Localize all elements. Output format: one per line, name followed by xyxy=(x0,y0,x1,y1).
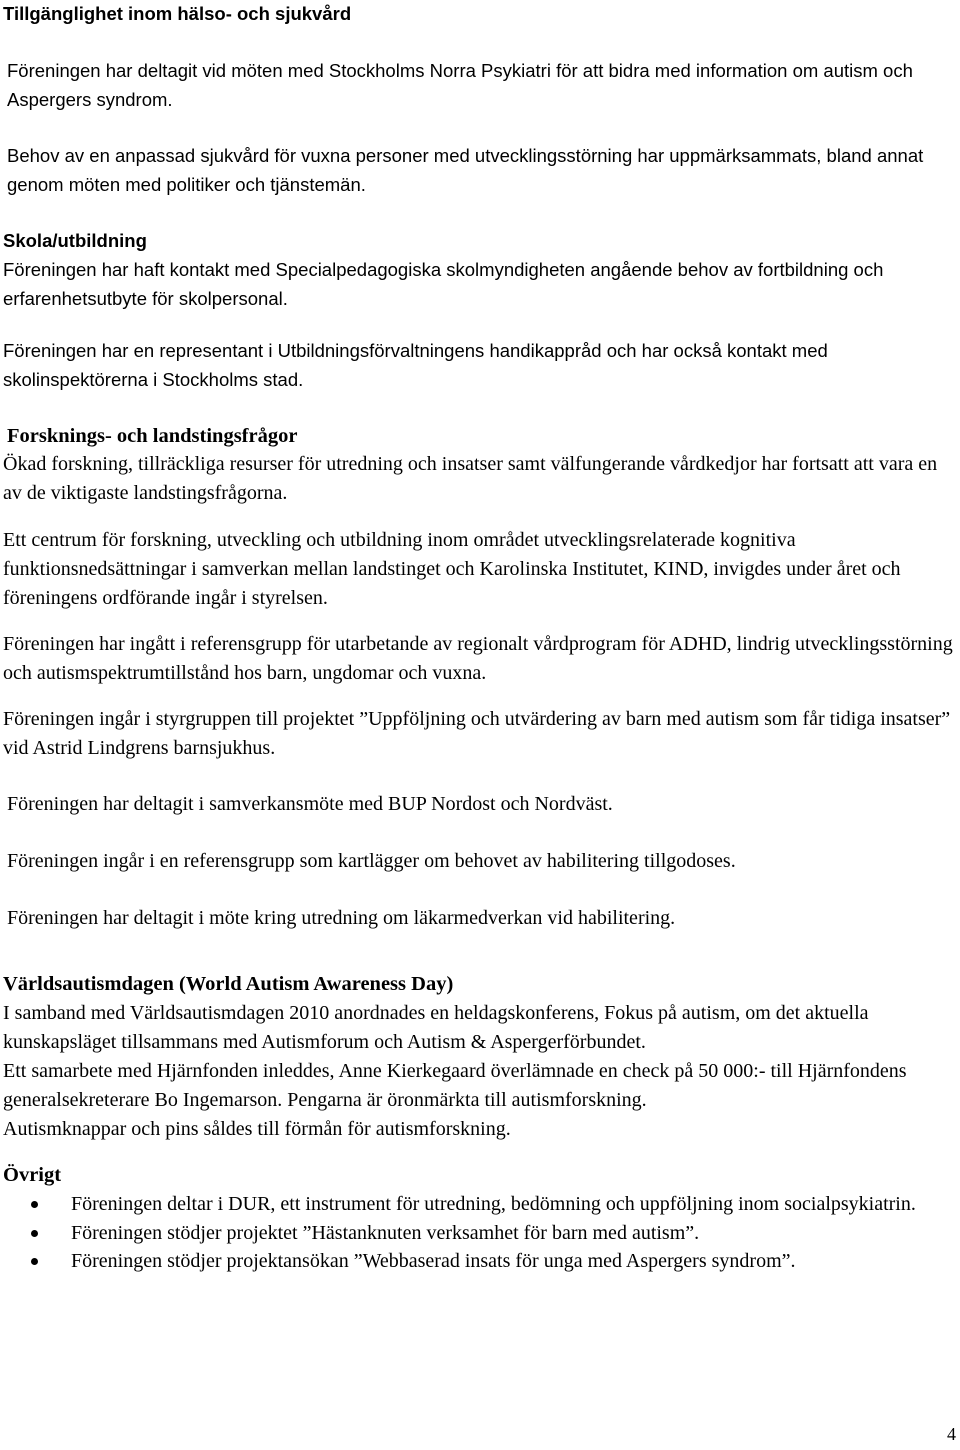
list-item xyxy=(0,1219,955,1248)
bullet-icon xyxy=(31,1230,38,1237)
paragraph-school-2: Föreningen har en representant i Utbildningsförvaltningens handikappråd och har också kontakt med skolinspektörerna i Stockholms stad. xyxy=(3,340,828,390)
section-heading-other: Övrigt xyxy=(3,1164,62,1186)
paragraph-school-1: Föreningen har haft kontakt med Specialpedagogiska skolmyndigheten angående behov av fortbildning och erfarenhetsutbyte för skolpersonal. xyxy=(3,259,884,309)
paragraph-autism-day-3: Autismknappar och pins såldes till förmån för autismforskning. xyxy=(3,1118,511,1140)
section-heading-research: Forsknings- och landstingsfrågor xyxy=(7,425,298,447)
page-number: 4 xyxy=(947,1424,956,1444)
paragraph-autism-day-1: I samband med Världsautismdagen 2010 anordnades en heldagskonferens, Fokus på autism, om det aktuella kunskapsläget tillsammans med Autismforum och Autism & Aspergerförbundet. xyxy=(3,1002,869,1053)
paragraph-research-3: Föreningen har ingått i referensgrupp för utarbetande av regionalt vårdprogram för ADHD, lindrig utvecklingsstörning och autismspektrumtillstånd hos barn, ungdomar och vuxna. xyxy=(3,633,953,684)
bullet-icon xyxy=(31,1258,38,1265)
paragraph-health-1: Föreningen har deltagit vid möten med Stockholms Norra Psykiatri för att bidra med information om autism och Aspergers syndrom. xyxy=(7,60,913,110)
list-item-text: Föreningen stödjer projektansökan ”Webbaserad insats för unga med Aspergers syndrom”. xyxy=(71,1250,796,1272)
list-item-text: Föreningen stödjer projektet ”Hästanknuten verksamhet för barn med autism”. xyxy=(71,1221,700,1244)
paragraph-research-4: Föreningen ingår i styrgruppen till projektet ”Uppföljning och utvärdering av barn med autism som får tidiga insatser” vid Astrid Lindgrens barnsjukhus. xyxy=(3,708,951,759)
list-item xyxy=(0,1247,955,1276)
paragraph-research-6: Föreningen ingår i en referensgrupp som kartlägger om behovet av habilitering tillgodoses. xyxy=(7,850,736,872)
section-heading-school: Skola/utbildning xyxy=(3,230,147,251)
other-bullet-list xyxy=(0,1190,955,1276)
section-heading-health: Tillgänglighet inom hälso- och sjukvård xyxy=(3,3,352,24)
paragraph-research-5: Föreningen har deltagit i samverkansmöte med BUP Nordost och Nordväst. xyxy=(7,793,613,815)
paragraph-research-7: Föreningen har deltagit i möte kring utredning om läkarmedverkan vid habilitering. xyxy=(7,907,676,929)
paragraph-research-1: Ökad forskning, tillräckliga resurser för utredning och insatser samt välfungerande vårdkedjor har fortsatt att vara en av de viktigaste landstingsfrågorna. xyxy=(3,453,938,504)
paragraph-autism-day-2: Ett samarbete med Hjärnfonden inleddes, Anne Kierkegaard överlämnade en check på 50 000:- till Hjärnfondens generalsekreterare Bo Ingemarson. Pengarna är öronmärkta till autismforskning. xyxy=(3,1060,907,1111)
paragraph-research-2: Ett centrum för forskning, utveckling och utbildning inom området utvecklingsrelaterade kognitiva funktionsnedsättningar i samverkan mellan landstinget och Karolinska Institutet, KIND, invigdes under året och föreningens ordförande ingår i styrelsen. xyxy=(3,529,901,609)
list-item xyxy=(0,1190,955,1219)
section-heading-autism-day: Världsautismdagen (World Autism Awareness Day) xyxy=(3,973,454,995)
list-item-text: Föreningen deltar i DUR, ett instrument för utredning, bedömning och uppföljning inom socialpsykiatrin. xyxy=(71,1193,916,1215)
bullet-icon xyxy=(31,1201,38,1208)
paragraph-health-2: Behov av en anpassad sjukvård för vuxna personer med utvecklingsstörning har uppmärksammats, bland annat genom möten med politiker och tjänstemän. xyxy=(7,145,924,195)
